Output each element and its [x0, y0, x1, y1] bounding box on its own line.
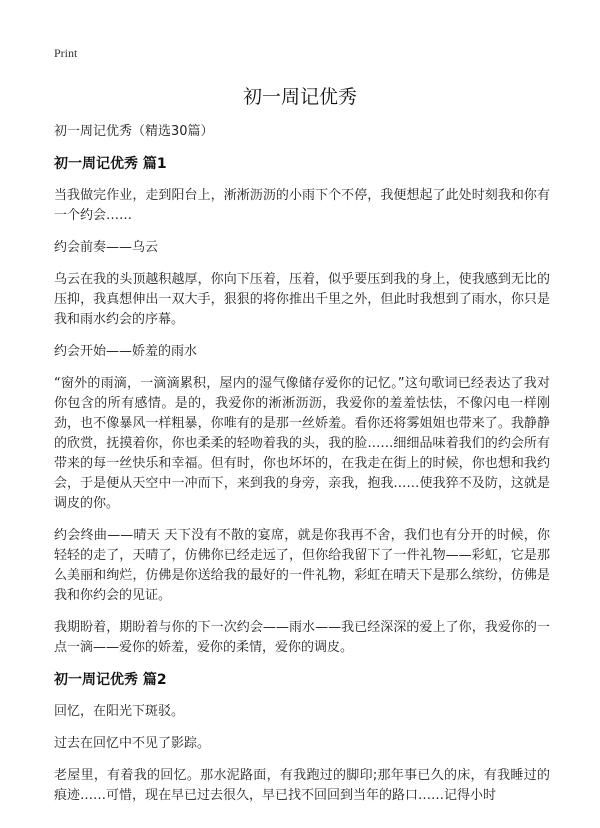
paragraph: 乌云在我的头顶越积越厚，你向下压着，压着，似乎要压到我的身上，使我感到无比的压抑，我真想伸出一双大手，狠狠的将你推出千里之外，但此时我想到了雨水，你只是我和雨水约会的序幕。 — [54, 272, 550, 327]
section-subheading: 约会前奏——乌云 — [54, 240, 159, 255]
document-subtitle: 初一周记优秀（精选30篇） — [54, 124, 214, 139]
paragraph: 约会终曲——晴天 天下没有不散的宴席，就是你我再不舍，我们也有分开的时候，你轻轻的走了，天晴了，仿佛你已经走远了，但你给我留下了一件礼物——彩虹，它是那么美丽和绚烂，仿佛是你送给我的最好的一件礼物，彩虹在晴天下是那么缤纷，仿佛是我和你约会的见证。 — [54, 528, 550, 603]
print-link[interactable]: Print — [54, 46, 78, 60]
paragraph: 老屋里，有着我的回忆。那水泥路面，有我跑过的脚印;那年事已久的床，有我睡过的痕迹……可惜，现在早已过去很久，早已找不回回到当年的路口……记得小时 — [54, 768, 550, 803]
document-body — [54, 122, 550, 818]
paragraph: 过去在回忆中不见了影踪。 — [54, 736, 211, 751]
article-2 — [54, 670, 550, 806]
paragraph: 当我做完作业，走到阳台上，淅淅沥沥的小雨下个不停，我便想起了此处时刻我和你有一个约会…… — [54, 188, 550, 223]
paragraph: 回忆，在阳光下斑驳。 — [54, 704, 185, 719]
article-heading: 初一周记优秀 篇2 — [54, 672, 167, 688]
article-1 — [54, 154, 550, 658]
paragraph: 我期盼着，期盼着与你的下一次约会——雨水——我已经深深的爱上了你，我爱你的一点一滴——爱你的娇羞，爱你的柔情，爱你的调皮。 — [54, 620, 550, 655]
page-title: 初一周记优秀 — [242, 86, 357, 108]
paragraph: “窗外的雨滴，一滴滴累积，屋内的湿气像储存爱你的记忆。”这句歌词已经表达了我对你包含的所有感情。是的，我爱你的淅淅沥沥，我爱你的羞羞怯怯，不像闪电一样刚劲，也不像暴风一样粗暴，你唯有的是那一丝娇羞。看你还将雾姐姐也带来了。我静静的欣赏，抚摸着你，你也柔柔的轻吻着我的头，我的脸……细细品味着我们的约会所有带来的每一丝快乐和幸福。但有时，你也坏坏的，在我走在街上的时候，你也想和我约会，于是便从天空中一冲而下，来到我的身旁，亲我，抱我……使我猝不及防，这就是调皮的你。 — [54, 376, 550, 511]
section-subheading: 约会开始——娇羞的雨水 — [54, 344, 198, 359]
article-heading: 初一周记优秀 篇1 — [54, 156, 167, 172]
